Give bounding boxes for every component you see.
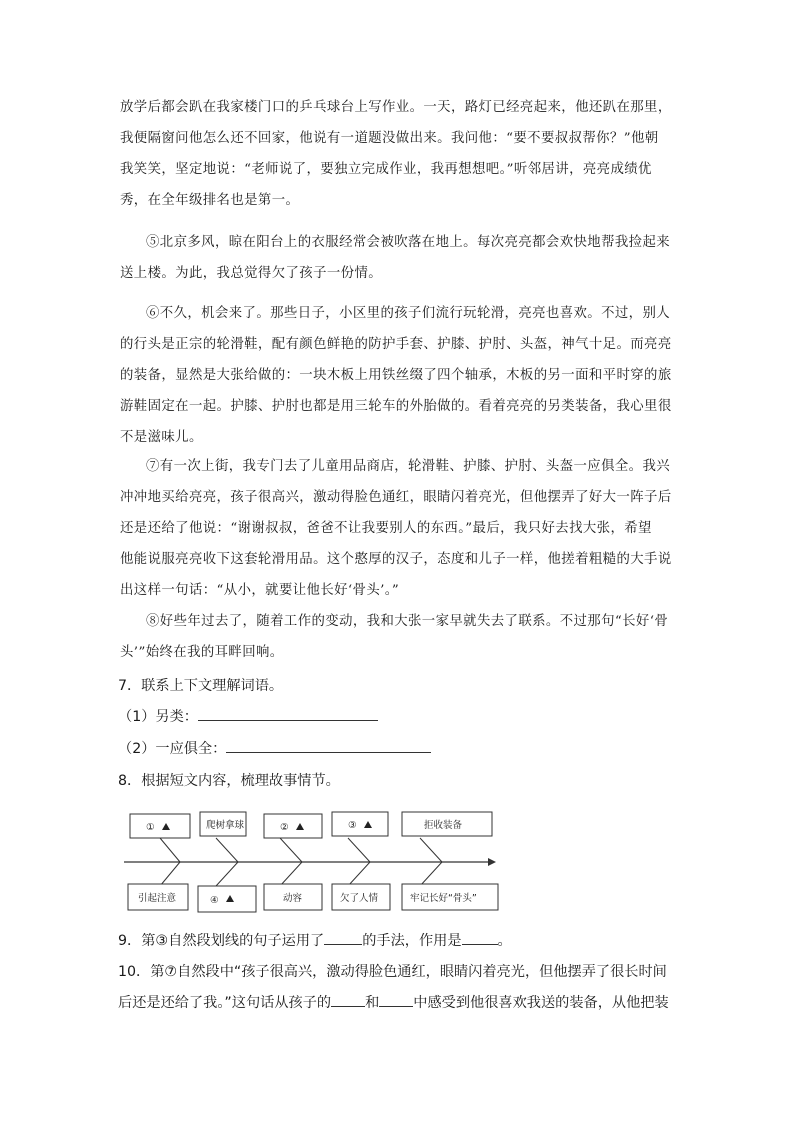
passage-line: ⑧好些年过去了，随着工作的变动，我和大张一家早就失去了联系。不过那句“长好‘骨 <box>146 614 669 629</box>
answer-blank-9-1[interactable] <box>324 930 362 945</box>
top-box-3 <box>264 814 322 838</box>
question-7-item-2 <box>118 735 688 763</box>
passage-line: ⑦有一次上街，我专门去了儿童用品商店，轮滑鞋、护膝、护肘、头盔一应俱全。我兴 <box>146 459 671 474</box>
passage-line: 他能说服亮亮收下这套轮滑用品。这个憨厚的汉子，态度和儿子一样，他搓着粗糙的大手说 <box>120 552 672 567</box>
question-9-text: 9．第 <box>118 933 156 949</box>
passage-paragraph-6 <box>120 298 680 453</box>
question-8-title: 8．根据短文内容，梳理故事情节。 <box>118 773 340 789</box>
answer-blank-7-1[interactable] <box>198 706 378 721</box>
bottom-box-4-label: 欠了人情 <box>340 893 379 904</box>
passage-line: 的行头是正宗的轮滑鞋，配有颜色鲜艳的防护手套、护膝、护肘、头盔，神气十足。而亮亮 <box>120 337 672 352</box>
passage-line: 不是滋味儿。 <box>120 430 203 445</box>
answer-blank-10-2[interactable] <box>379 992 413 1007</box>
question-10-text: 后还是还给了我。”这句话从孩子的 <box>118 995 332 1011</box>
top-box-5-label: 拒收装备 <box>424 820 463 831</box>
question-9-text: 自然段划线的句子运用了 <box>168 933 325 949</box>
top-box-1-label: ① <box>146 822 155 833</box>
question-9-text: 。 <box>497 933 512 949</box>
passage-line: 头’”始终在我的耳畔回响。 <box>120 645 284 660</box>
top-box-3-label: ② <box>280 822 289 833</box>
question-7-title: 7．联系上下文理解词语。 <box>118 678 284 694</box>
question-10-text: 中感受到他很喜欢我送的装备，从他把装 <box>413 995 669 1011</box>
passage-paragraph-4 <box>120 92 680 216</box>
question-9 <box>118 927 688 955</box>
bottom-box-1-label: 引起注意 <box>138 893 177 904</box>
answer-blank-10-1[interactable] <box>331 992 365 1007</box>
passage-line: ⑤北京多风，晾在阳台上的衣服经常会被吹落在地上。每次亮亮都会欢快地帮我捡起来 <box>146 235 671 250</box>
passage-line: 我笑笑，坚定地说：“老师说了，要独立完成作业，我再想想吧。”听邻居讲，亮亮成绩优 <box>120 162 652 177</box>
passage-line: 还是还给了他说：“谢谢叔叔，爸爸不让我要别人的东西。”最后，我只好去找大张，希望 <box>120 521 652 536</box>
arrow-head-icon <box>488 858 496 866</box>
question-7-item-1-label: （1）另类： <box>118 709 198 725</box>
plot-fishbone-diagram <box>120 808 504 916</box>
passage-paragraph-7 <box>120 451 680 606</box>
bottom-box-2 <box>198 886 256 912</box>
passage-line: 的装备，显然是大张给做的：一块木板上用铁丝缀了四个轴承，木板的另一面和平时穿的旅 <box>120 368 672 383</box>
question-9-paragraph-number: ③ <box>155 933 169 949</box>
top-box-4-label: ③ <box>348 820 357 831</box>
top-box-4 <box>332 812 388 836</box>
passage-line: 放学后都会趴在我家楼门口的乒乓球台上写作业。一天，路灯已经亮起来，他还趴在那里， <box>120 100 672 115</box>
top-box-1 <box>130 814 190 838</box>
passage-line: 秀，在全年级排名也是第一。 <box>120 193 300 208</box>
passage-line: 送上楼。为此，我总觉得欠了孩子一份情。 <box>120 266 383 281</box>
passage-line: 游鞋固定在一起。护膝、护肘也都是用三轮车的外胎做的。看着亮亮的另类装备，我心里很 <box>120 399 672 414</box>
passage-line: 冲冲地买给亮亮，孩子很高兴，激动得脸色通红，眼睛闪着亮光，但他摆弄了好大一阵子后 <box>120 490 672 505</box>
answer-blank-9-2[interactable] <box>462 930 498 945</box>
passage-line: 出这样一句话：“从小，就要让他长好‘骨头’。” <box>120 583 400 598</box>
question-10-line-2 <box>118 989 688 1017</box>
passage-paragraph-5 <box>120 227 680 289</box>
bottom-box-3-label: 动容 <box>283 893 303 904</box>
question-7-item-1 <box>118 703 688 731</box>
question-7-item-2-label: （2）一应俱全： <box>118 741 227 757</box>
passage-line: ⑥不久，机会来了。那些日子，小区里的孩子们流行玩轮滑，亮亮也喜欢。不过，别人 <box>146 306 671 321</box>
question-9-text: 的手法，作用是 <box>362 933 462 949</box>
answer-blank-7-2[interactable] <box>226 738 431 753</box>
passage-line: 我便隔窗问他怎么还不回家，他说有一道题没做出来。我问他：“要不要叔叔帮你？”他朝 <box>120 131 659 146</box>
bottom-box-2-label: ④ <box>210 895 219 906</box>
top-box-2-label: 爬树拿球 <box>206 820 245 831</box>
question-10-line-1: 10．第⑦自然段中“孩子很高兴，激动得脸色通红，眼睛闪着亮光，但他摆弄了很长时间 <box>118 964 667 980</box>
question-10-text: 和 <box>365 995 380 1011</box>
passage-paragraph-8 <box>120 606 680 668</box>
bottom-box-5-label: 牢记长好“骨头” <box>410 893 477 904</box>
